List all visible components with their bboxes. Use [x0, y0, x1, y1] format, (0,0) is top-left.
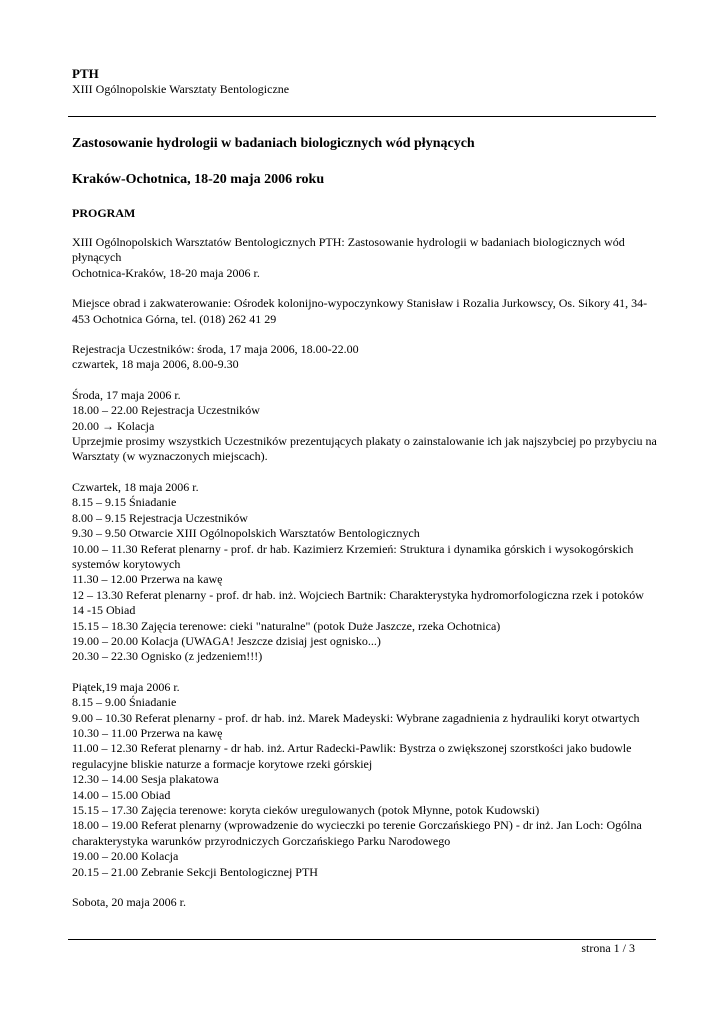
program-line: 15.15 – 17.30 Zajęcia terenowe: koryta cieków uregulowanych (potok Młynne, potok Kudowski) — [72, 803, 540, 817]
program-paragraph — [72, 342, 657, 373]
program-line: 8.00 – 9.15 Rejestracja Uczestników — [72, 510, 248, 525]
program-paragraph — [72, 680, 657, 880]
header-subtitle: XIII Ogólnopolskie Warsztaty Bentologiczne — [72, 82, 290, 96]
program-line: 19.00 – 20.00 Kolacja — [72, 849, 179, 864]
program-line: Środa, 17 maja 2006 r. — [72, 387, 181, 402]
program-line: 18.00 – 22.00 Rejestracja Uczestników — [72, 403, 260, 418]
program-paragraph — [72, 296, 657, 327]
program-line: Uprzejmie prosimy wszystkich Uczestników prezentujących plakaty o zainstalowanie ich jak najszybciej po przybyciu na Warsztaty (w wyznaczonych miejscach). — [72, 434, 657, 464]
program-line: 20.00 → Kolacja — [72, 418, 155, 433]
document-place-date: Kraków-Ochotnica, 18-20 maja 2006 roku — [72, 172, 325, 187]
program-line: Piątek,19 maja 2006 r. — [72, 679, 180, 694]
program-line: 8.15 – 9.15 Śniadanie — [72, 495, 177, 510]
program-line: 8.15 – 9.00 Śniadanie — [72, 695, 177, 710]
program-paragraph — [72, 235, 657, 281]
program-line: Miejsce obrad i zakwaterowanie: Ośrodek kolonijno-wypoczynkowy Stanisław i Rozalia Jurkowscy, Os. Sikory 41, 34-453 Ochotnica Górna, tel. (018) 262 41 29 — [72, 296, 648, 326]
program-line: 10.00 – 11.30 Referat plenarny - prof. dr hab. Kazimierz Krzemień: Struktura i dynamika górskich i wysokogórskich systemów korytowych — [72, 541, 634, 571]
program-line: Sobota, 20 maja 2006 r. — [72, 895, 186, 910]
program-line: 11.00 – 12.30 Referat plenarny - dr hab. inż. Artur Radecki-Pawlik: Bystrza o zwiększonej szorstkości jako budowle regulacyjne bliskie naturze a formacje korytowe rzeki górskiej — [72, 741, 632, 771]
program-line: Czwartek, 18 maja 2006 r. — [72, 479, 199, 494]
program-line: 18.00 – 19.00 Referat plenarny (wprowadzenie do wycieczki po terenie Gorczańskiego PN) - dr inż. Jan Loch: Ogólna charakterystyka warunków przyrodniczych Gorczańskiego Parku Narodowego — [72, 818, 642, 848]
footer-divider — [68, 939, 656, 940]
header-divider — [68, 116, 656, 117]
program-line: 14 -15 Obiad — [72, 603, 136, 618]
program-line: 10.30 – 11.00 Przerwa na kawę — [72, 725, 223, 740]
program-paragraph — [72, 388, 657, 465]
program-line: 14.00 – 15.00 Obiad — [72, 787, 171, 802]
document-body — [72, 135, 657, 910]
program-paragraph — [72, 480, 657, 665]
program-line: 12.30 – 14.00 Sesja plakatowa — [72, 772, 219, 787]
program-line: XIII Ogólnopolskich Warsztatów Bentologicznych PTH: Zastosowanie hydrologii w badaniach biologicznych wód płynących — [72, 235, 625, 265]
section-heading: PROGRAM — [72, 206, 136, 220]
program-line: 9.30 – 9.50 Otwarcie XIII Ogólnopolskich Warsztatów Bentologicznych — [72, 526, 420, 541]
program-line: 9.00 – 10.30 Referat plenarny - prof. dr hab. inż. Marek Madeyski: Wybrane zagadnienia z hydrauliki koryt otwartych — [72, 710, 640, 725]
program-line: Ochotnica-Kraków, 18-20 maja 2006 r. — [72, 265, 260, 280]
header-org: PTH — [72, 66, 99, 81]
program-line: czwartek, 18 maja 2006, 8.00-9.30 — [72, 357, 239, 372]
program-line: 12 – 13.30 Referat plenarny - prof. dr hab. inż. Wojciech Bartnik: Charakterystyka hydromorfologiczna rzek i potoków — [72, 587, 644, 602]
page-header — [72, 66, 652, 97]
program-paragraph — [72, 895, 657, 910]
program-line: Rejestracja Uczestników: środa, 17 maja 2006, 18.00-22.00 — [72, 342, 359, 357]
program-line: 20.30 – 22.30 Ognisko (z jedzeniem!!!) — [72, 649, 263, 664]
page-number: strona 1 / 3 — [581, 941, 635, 955]
program-line: 15.15 – 18.30 Zajęcia terenowe: cieki "naturalne" (potok Duże Jaszcze, rzeka Ochotnica) — [72, 618, 501, 633]
document-title: Zastosowanie hydrologii w badaniach biologicznych wód płynących — [72, 136, 475, 151]
program-paragraphs — [72, 235, 657, 910]
program-line: 11.30 – 12.00 Przerwa na kawę — [72, 572, 223, 587]
program-line: 20.15 – 21.00 Zebranie Sekcji Bentologicznej PTH — [72, 864, 318, 879]
program-line: 19.00 – 20.00 Kolacja (UWAGA! Jeszcze dzisiaj jest ognisko...) — [72, 633, 381, 648]
